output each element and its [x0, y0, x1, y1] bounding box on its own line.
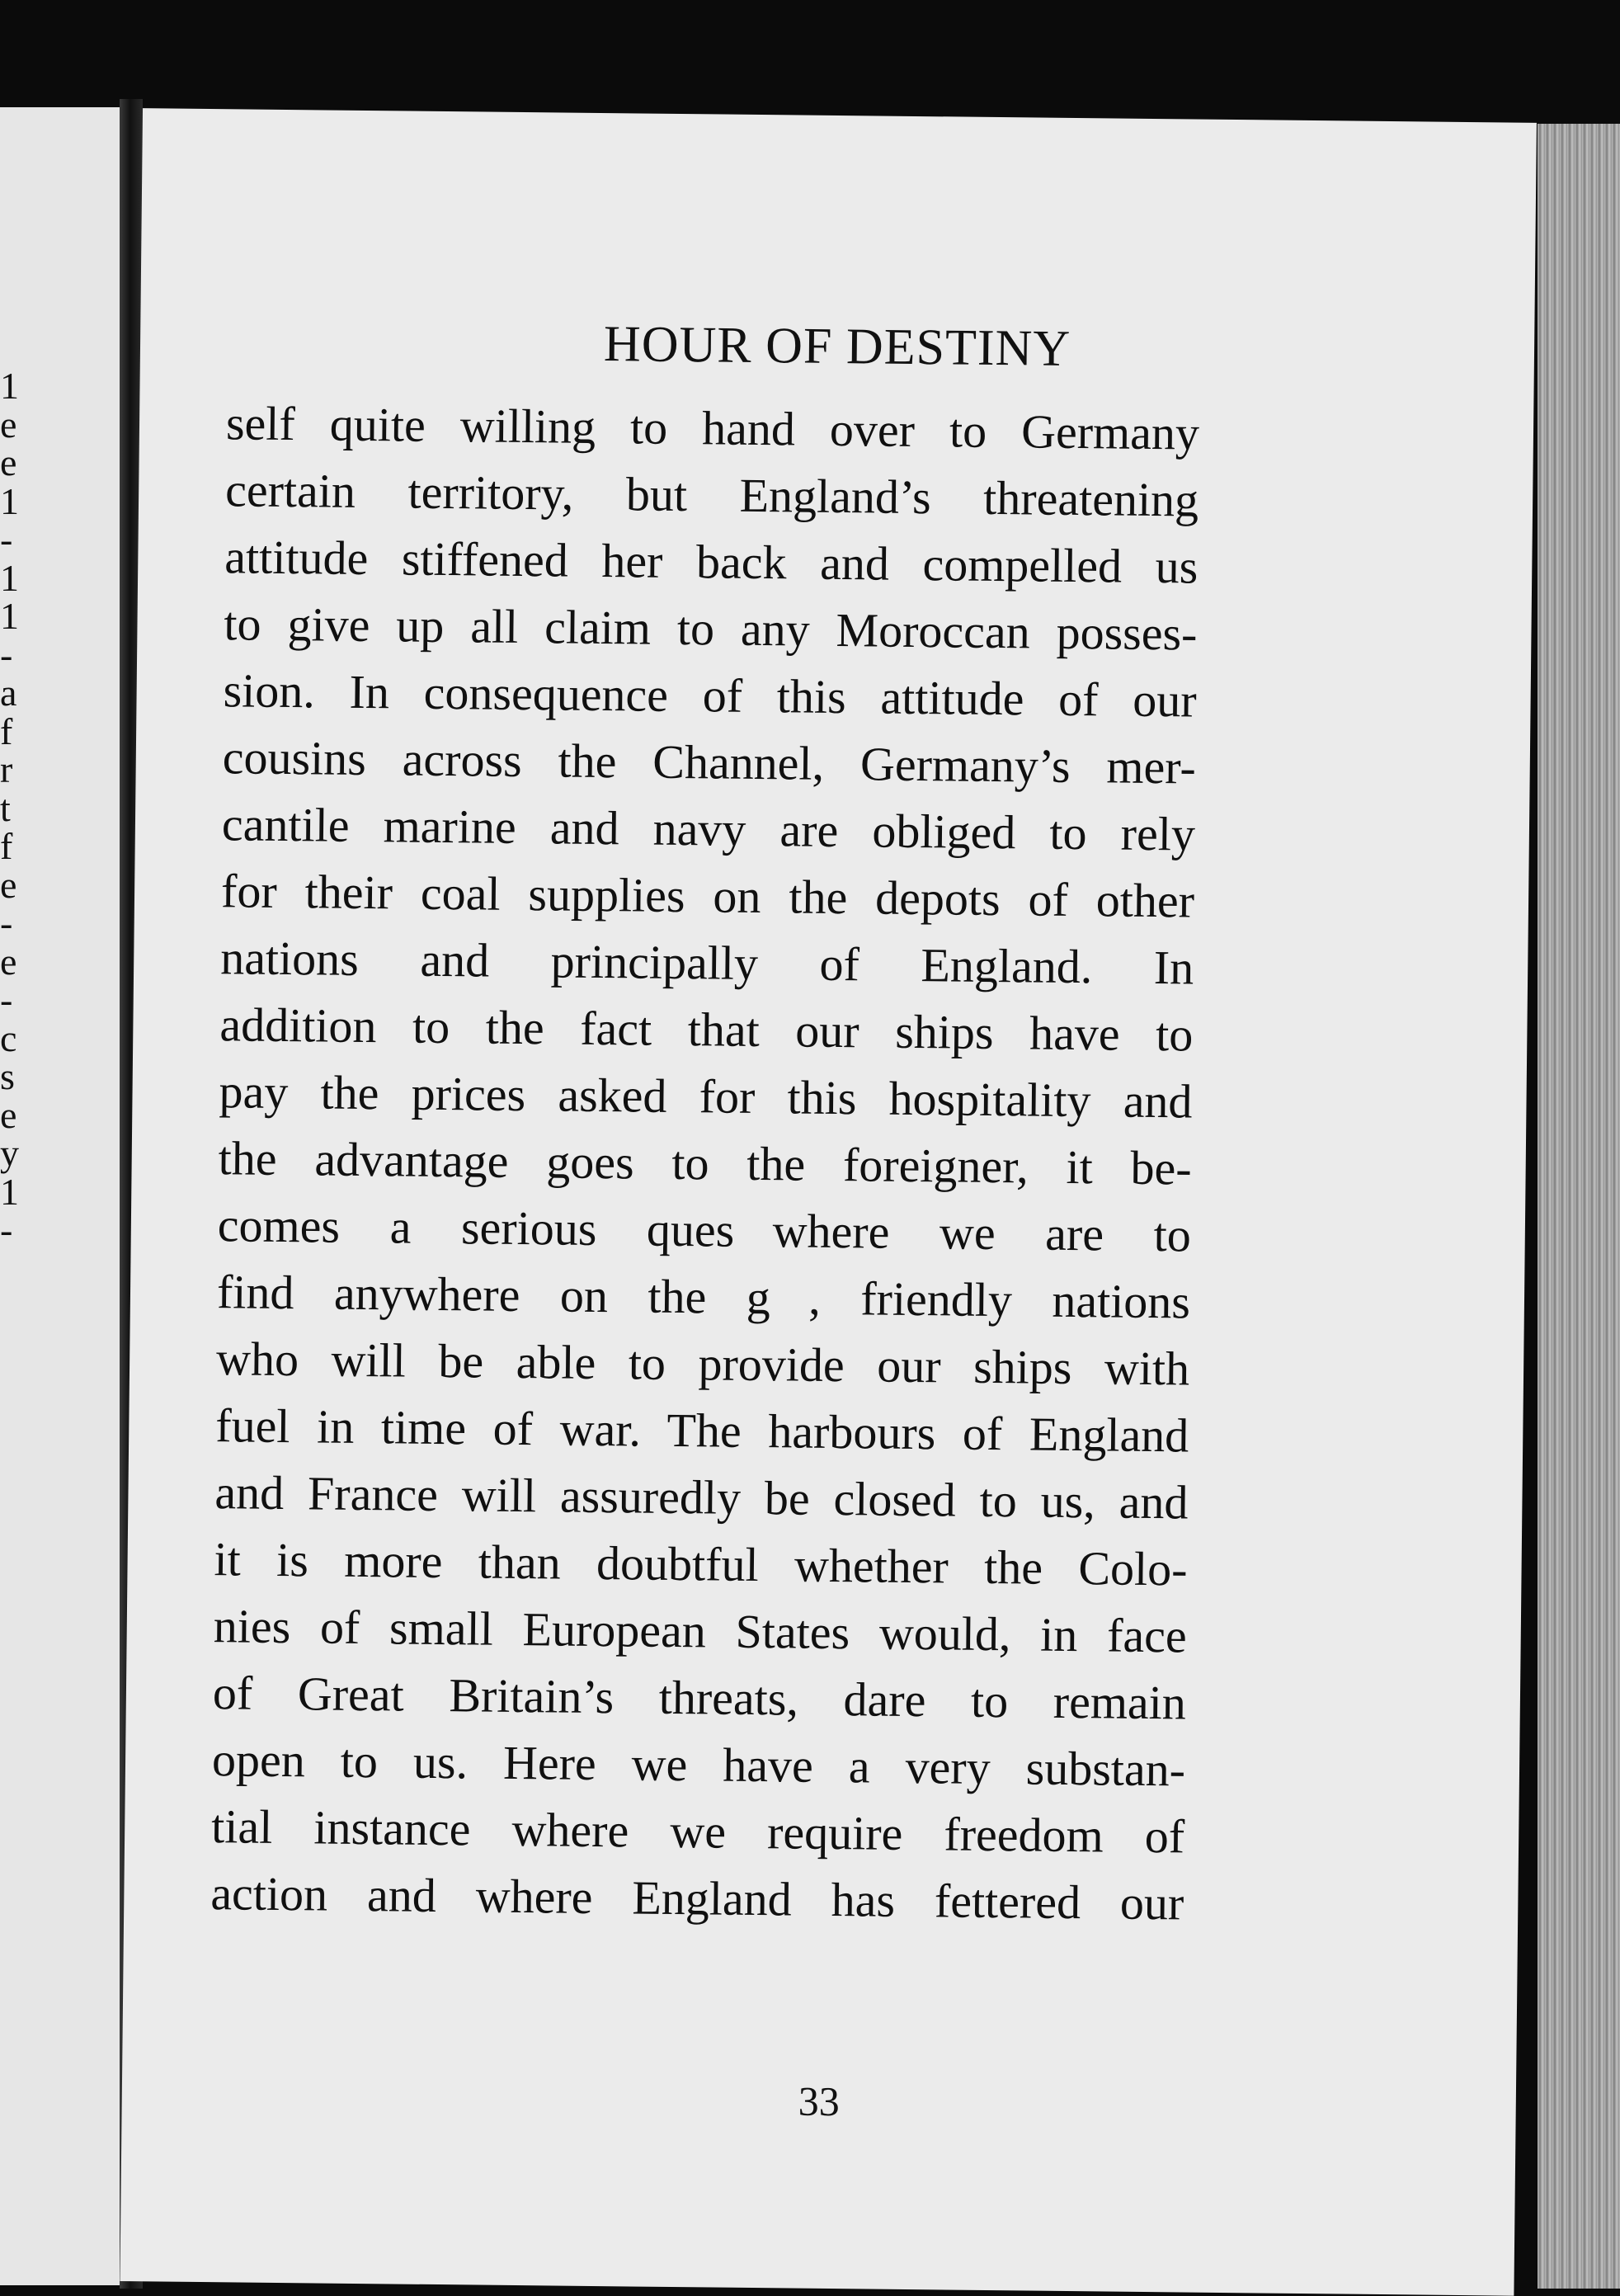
text-line: nies of small European States would, in face [213, 1599, 1188, 1663]
text-line: it is more than doubtful whether the Colo- [214, 1532, 1188, 1596]
edge-letter: 1 [0, 556, 19, 599]
text-line: self quite willing to hand over to Germany [225, 396, 1200, 460]
text-line: to give up all claim to any Moroccan posses- [224, 596, 1198, 661]
edge-letter: - [0, 633, 13, 676]
text-line: addition to the fact that our ships have to [219, 997, 1194, 1062]
text-line: attitude stiffened her back and compelled us [224, 530, 1199, 594]
edge-letter: e [0, 403, 17, 446]
edge-letter: e [0, 940, 17, 983]
text-line: fuel in time of war. The harbours of England [214, 1398, 1189, 1463]
edge-letter: r [0, 748, 13, 790]
edge-letter: t [0, 786, 11, 829]
edge-letter: c [0, 1016, 17, 1059]
text-line: comes a serious ques where we are to [217, 1198, 1192, 1262]
edge-letter: e [0, 441, 17, 483]
running-head: HOUR OF DESTINY [603, 316, 1071, 377]
edge-letter: e [0, 1093, 17, 1136]
page-block-edge [1538, 124, 1620, 2289]
text-line: pay the prices asked for this hospitality and [219, 1064, 1193, 1129]
text-line: nations and principally of England. In [219, 931, 1194, 995]
text-line: of Great Britain’s threats, dare to remain [212, 1666, 1187, 1730]
edge-letter: - [0, 518, 13, 560]
text-line: sion. In consequence of this attitude of our [223, 663, 1197, 728]
edge-letter: a [0, 672, 17, 714]
edge-letter: 1 [0, 479, 19, 522]
edge-letter: - [0, 1209, 13, 1251]
text-line: tial instance where we require freedom of [210, 1799, 1185, 1864]
edge-letter: f [0, 710, 13, 752]
edge-letter: 1 [0, 1170, 19, 1213]
text-line: cousins across the Channel, Germany’s mer- [222, 730, 1197, 794]
edge-letter: - [0, 902, 13, 944]
text-line: certain territory, but England’s threatening [224, 463, 1199, 527]
text-line: action and where England has fettered our [210, 1866, 1184, 1931]
text-line: open to us. Here we have a very substan- [211, 1733, 1186, 1797]
body-text [210, 389, 1199, 1936]
text-line: and France will assuredly be closed to us, and [214, 1465, 1189, 1530]
edge-letter: y [0, 1132, 19, 1174]
edge-letter: 1 [0, 365, 19, 407]
text-line: the advantage goes to the foreigner, it be- [218, 1131, 1193, 1195]
facing-page-left [0, 107, 120, 2285]
edge-letter: - [0, 978, 13, 1021]
text-line: cantile marine and navy are obliged to rely [221, 797, 1196, 861]
edge-letter: s [0, 1055, 15, 1097]
book-page [120, 108, 1536, 2296]
page-number: 33 [798, 2077, 841, 2125]
edge-letter: f [0, 825, 13, 867]
text-line: for their coal supplies on the depots of other [220, 864, 1195, 928]
edge-letter: 1 [0, 595, 19, 637]
text-line: who will be able to provide our ships with [215, 1332, 1190, 1396]
text-line: find anywhere on the g , friendly nations [216, 1265, 1191, 1329]
edge-letter: e [0, 863, 17, 906]
